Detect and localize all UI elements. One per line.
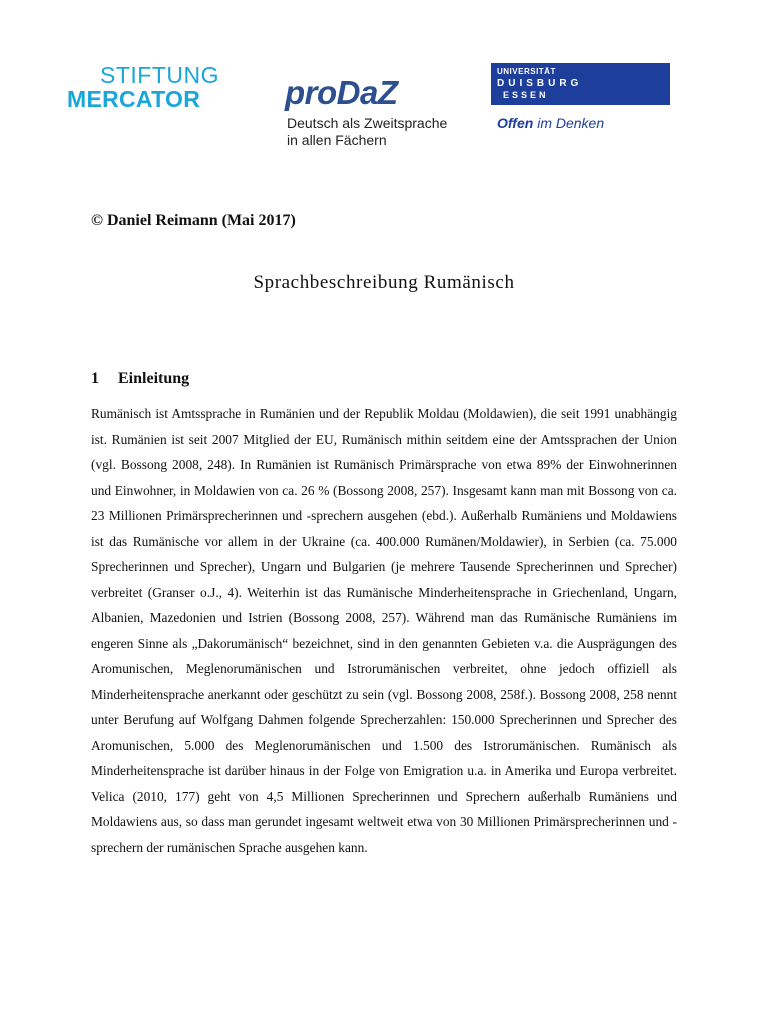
ude-logo-universitaet: UNIVERSITÄT xyxy=(497,67,556,76)
mercator-logo-line1: STIFTUNG xyxy=(100,62,219,88)
prodaz-subtitle-line2: in allen Fächern xyxy=(287,132,387,148)
ude-slogan xyxy=(491,115,670,131)
section-heading xyxy=(91,370,189,388)
document-title: Sprachbeschreibung Rumänisch xyxy=(253,272,515,293)
ude-logo-essen: ESSEN xyxy=(503,90,549,100)
prodaz-wordmark xyxy=(285,76,447,109)
ude-slogan-rest: im Denken xyxy=(533,115,605,131)
university-duisburg-essen-logo xyxy=(491,63,670,131)
stiftung-mercator-logo xyxy=(67,64,219,111)
body-paragraph-container xyxy=(91,401,677,860)
prodaz-logo xyxy=(285,76,447,149)
section-title: Einleitung xyxy=(118,370,190,387)
section-number: 1 xyxy=(91,370,99,387)
body-paragraph: Rumänisch ist Amtssprache in Rumänien und der Republik Moldau (Moldawien), die seit 1991 unabhängig ist. Rumänien ist seit 2007 Mitglied der EU, Rumänisch mithin seitdem eine der Amtssprachen der Union (vgl. Bossong 2008, 248). In Rumänien ist Rumänisch Primärsprache von etwa 89% der Einwohnerinnen und Einwohner, in Moldawien von ca. 26 % (Bossong 2008, 257). Insgesamt kann man mit Bossong von ca. 23 Millionen Primärsprecherinnen und -sprechern ausgehen (ebd.). Außerhalb Rumäniens und Moldawiens ist das Rumänische vor allem in der Ukraine (ca. 400.000 Rumänen/Moldawier), in Serbien (ca. 75.000 Sprecherinnen und Sprecher), Ungarn und Bulgarien (je mehrere Tausende Sprecherinnen und Sprecher) verbreitet (Granser o.J., 4). Weiterhin ist das Rumänische Minderheitensprache in Griechenland, Ungarn, Albanien, Mazedonien und Istrien (Bossong 2008, 257). Während man das Rumänische Rumäniens im engeren Sinne als „Dakorumänisch“ bezeichnet, sind in den genannten Gebieten v.a. die Ausprägungen des Aromunischen, Meglenorumänischen und Istrorumänischen verbreitet, ohne jedoch offiziell als Minderheitensprache anerkannt oder geschützt zu sein (vgl. Bossong 2008, 258f.). Bossong 2008, 258 nennt unter Berufung auf Wolfgang Dahmen folgende Sprecherzahlen: 150.000 Sprecherinnen und Sprecher des Aromunischen, 5.000 des Meglenorumänischen und 1.500 des Istrorumänischen. Rumänisch als Minderheitensprache ist darüber hinaus in der Folge von Emigration u.a. in Amerika und Europa verbreitet. Velica (2010, 177) geht von 4,5 Millionen Sprecherinnen und Sprechern außerhalb Rumäniens und Moldawiens aus, so dass man gerundet ingesamt weltweit etwa von 30 Millionen Primärsprecherinnen und -sprechern der rumänischen Sprache ausgehen kann. xyxy=(91,406,677,855)
prodaz-subtitle xyxy=(285,115,447,149)
copyright-line: © Daniel Reimann (Mai 2017) xyxy=(91,212,296,229)
prodaz-pro: pro xyxy=(285,74,337,111)
prodaz-daz: DaZ xyxy=(336,74,398,111)
ude-logo-box xyxy=(491,63,670,105)
ude-slogan-bold: Offen xyxy=(497,115,534,131)
mercator-logo-line2: MERCATOR xyxy=(67,86,201,112)
ude-logo-duisburg: DUISBURG xyxy=(497,78,583,89)
prodaz-subtitle-line1: Deutsch als Zweitsprache xyxy=(287,115,448,131)
